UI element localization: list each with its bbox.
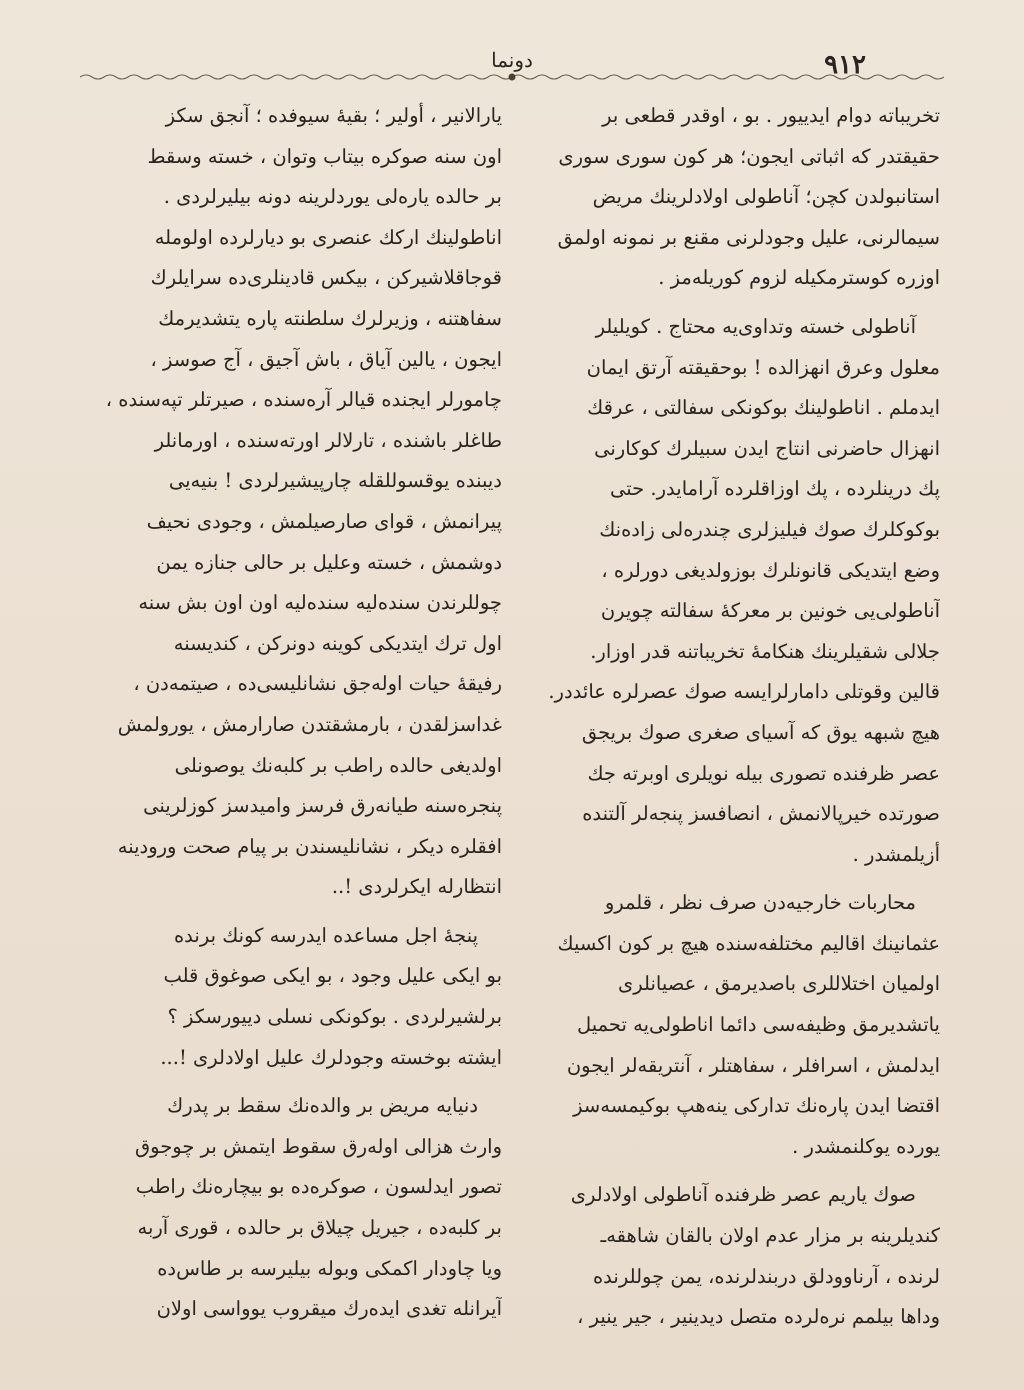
text-line: بر کلبه‌ده ، جیریل چیلاق بر حالده ، قوری آربه [137,1216,502,1240]
paragraph [530,307,940,875]
text-line: پك درینلرده ، پك اوزاقلرده آرامایدر. حتی [610,477,940,501]
paragraph [530,883,940,1167]
text-line: پیرانمش ، قوای صارصیلمش ، وجودی نحیف [146,509,502,533]
text-line: اون سنه صوکره بیتاب وتوان ، خسته وسقط [147,144,502,168]
text-line: ایجون ، یالین آیاق ، باش آجیق ، آج صوسز ، [150,347,502,371]
text-line: وارث هزالی اوله‌رق سقوط ایتمش بر چوجوق [135,1134,502,1158]
text-line: یارالانیر ، أولیر ؛ بقیهٔ سیوفده ؛ آنجق سکز [165,104,502,127]
text-line: وداها بیلمم نرەلرده متصل دیدینیر ، جیر ینیر ، [577,1305,940,1329]
paragraph [530,96,940,299]
page-number: ٩١٢ [824,50,866,80]
text-line: پنجهٔ اجل مساعده ایدرسه کونك برنده [173,923,478,947]
text-line: غداسزلقدن ، بارمشقتدن صارارمش ، یورولمش [117,712,502,736]
text-line: قالین وقوتلی دامارلرایسه صوك عصرلره عائددر. [548,680,940,704]
text-line: حقیقتدر که اثباتی ایجون؛ هر کون سوری سوری [558,144,940,168]
text-line: عثمانینك اقالیم مختلفه‌سنده هیچ بر کون اکسیك [557,931,940,955]
paragraph [92,1086,502,1330]
text-line: محاربات خارجیه‌دن صرف نظر ، قلمرو [604,891,916,915]
text-line: ایدملم . اناطولینك بوکونکی سفالتی ، عرقك [587,396,940,420]
text-line: دیبنده یوقسوللقله چارپیشیرلردی ! بنیه‌یی [168,469,502,493]
text-line: ویا چاودار اکمکی وبوله بیلیرسه بر طاس‌ده [157,1256,502,1280]
text-line: بو ایکی علیل وجود ، بو ایکی صوغوق قلب [163,964,502,988]
text-line: جلالی شقیلرینك هنکامهٔ تخریباتنه قدر اوزار. [590,639,940,663]
text-line: سفاهتنه ، وزیرلرك سلطنته پاره یتشدیرمك [158,306,502,330]
text-line: اناطولینك ارکك عنصری بو دیارلرده اولومله [154,225,502,249]
text-line: بوکوکلرك صوك فیلیزلری چندره‌لی زاده‌نك [599,517,940,541]
text-line: یورده یوکلنمشدر . [792,1134,940,1158]
text-line: هیچ شبهه یوق که آسیای صغری صوك بریجق [581,720,940,744]
right-column [530,96,940,1338]
text-line: سیمالرنی، علیل وجودلرنی مقنع بر نمونه اولمق [557,225,940,249]
text-line: ایدلمش ، اسرافلر ، سفاهتلر ، آنتریقه‌لر ایجون [566,1053,940,1077]
running-title: دونما [491,48,533,72]
text-line: اولمیان اختلاللری باصدیرمق ، عصیانلری [617,972,940,996]
text-line: افقلره دیکر ، نشانلیسندن بر پیام صحت ورودینه [117,834,502,858]
text-line: طاغلر باشنده ، تارلالر اورته‌سنده ، اورمانلر [154,428,502,452]
text-line: تخریباته دوام ایدییور . بو ، اوقدر قطعی بر [602,104,940,127]
paragraph [92,916,502,1078]
text-line: انتظارله ایکرلردی !.. [331,875,502,899]
text-line: لرنده ، آرناوودلق دربندلرنده، یمن چوللرنده [592,1264,940,1288]
header-ornament-rule [80,72,944,82]
text-line: رفیقهٔ حیات اوله‌جق نشانلیسی‌ده ، صیتمه‌دن ، [133,672,502,696]
left-column [92,96,502,1330]
text-line: معلول وعرق انهزالده ! بوحقیقته آرتق ایمان [586,355,940,379]
text-line: ایشته بوخسته وجودلرك علیل اولادلری !... [160,1045,502,1069]
text-line: صورتده خیرپالانمش ، انصافسز پنجه‌لر آلتنده [582,802,940,826]
text-line: انهزال حاضرنی انتاج ایدن سبیلرك کوکارنی [594,436,940,460]
text-line: بر حالده یاره‌لی یوردلرینه دونه بیلیرلردی . [163,185,502,209]
text-line: کندیلرینه بر مزار عدم اولان بالقان شاهقه‌ـ [600,1224,940,1248]
text-line: اول ترك ایتدیکی کوینه دونرکن ، کندیسنه [173,631,502,655]
text-line: أزیلمشدر . [852,842,940,866]
paragraph [530,1175,940,1337]
text-line: چوللرندن سنده‌لیه سنده‌لیه اون اون بش سنه [138,591,502,615]
paragraph [92,96,502,908]
text-line: برلشیرلردی . بوکونکی نسلی دییورسکز ؟ [167,1005,502,1029]
text-line: چامورلر ایجنده قیالر آره‌سنده ، صیرتلر تپه‌سنده ، [105,388,502,412]
text-line: آیرانله تغدی ایده‌رك میقروب یوواسی اولان [156,1297,502,1321]
text-line: دوشمش ، خسته وعلیل بر حالی جنازه یمن [156,550,502,574]
text-line: اولدیغی حالده راطب بر کلبه‌نك یوصونلی [174,753,502,777]
text-line: اقتضا ایدن پاره‌نك تدارکی ینه‌هپ بوکیمسه‌سز [573,1094,940,1118]
text-line: استانبولدن کچن؛ آناطولی اولادلرینك مریض [592,185,940,209]
text-line: دنیایه مریض بر والده‌نك سقط بر پدرك [167,1094,478,1118]
text-line: یاتشدیرمق وظیفه‌سی دائما اناطولی‌یه تحمیل [577,1013,940,1037]
text-line: آناطولی خسته وتداوی‌یه محتاج . کویلیلر [595,314,916,338]
text-line: عصر ظرفنده تصوری بیله نویلری اوبرته جك [587,761,940,785]
text-line: تصور ایدلسون ، صوکره‌ده بو بیچاره‌نك راطب [135,1175,502,1199]
text-line: قوجاقلاشیرکن ، بیکس قادینلری‌ده سرایلرك [150,266,502,290]
text-line: اوزره کوسترمکیله لزوم کوریلەمز . [658,266,940,290]
text-line: صوك یاریم عصر ظرفنده آناطولی اولادلری [570,1183,916,1207]
text-line: وضع ایتدیکی قانونلرك بوزولدیغی دورلره ، [601,558,940,582]
text-line: پنجره‌سنه طیانه‌رق فرسز وامیدسز کوزلرینی [143,794,502,818]
text-line: آناطولی‌یی خونین بر معرکهٔ سفالته چویرن [600,599,940,623]
